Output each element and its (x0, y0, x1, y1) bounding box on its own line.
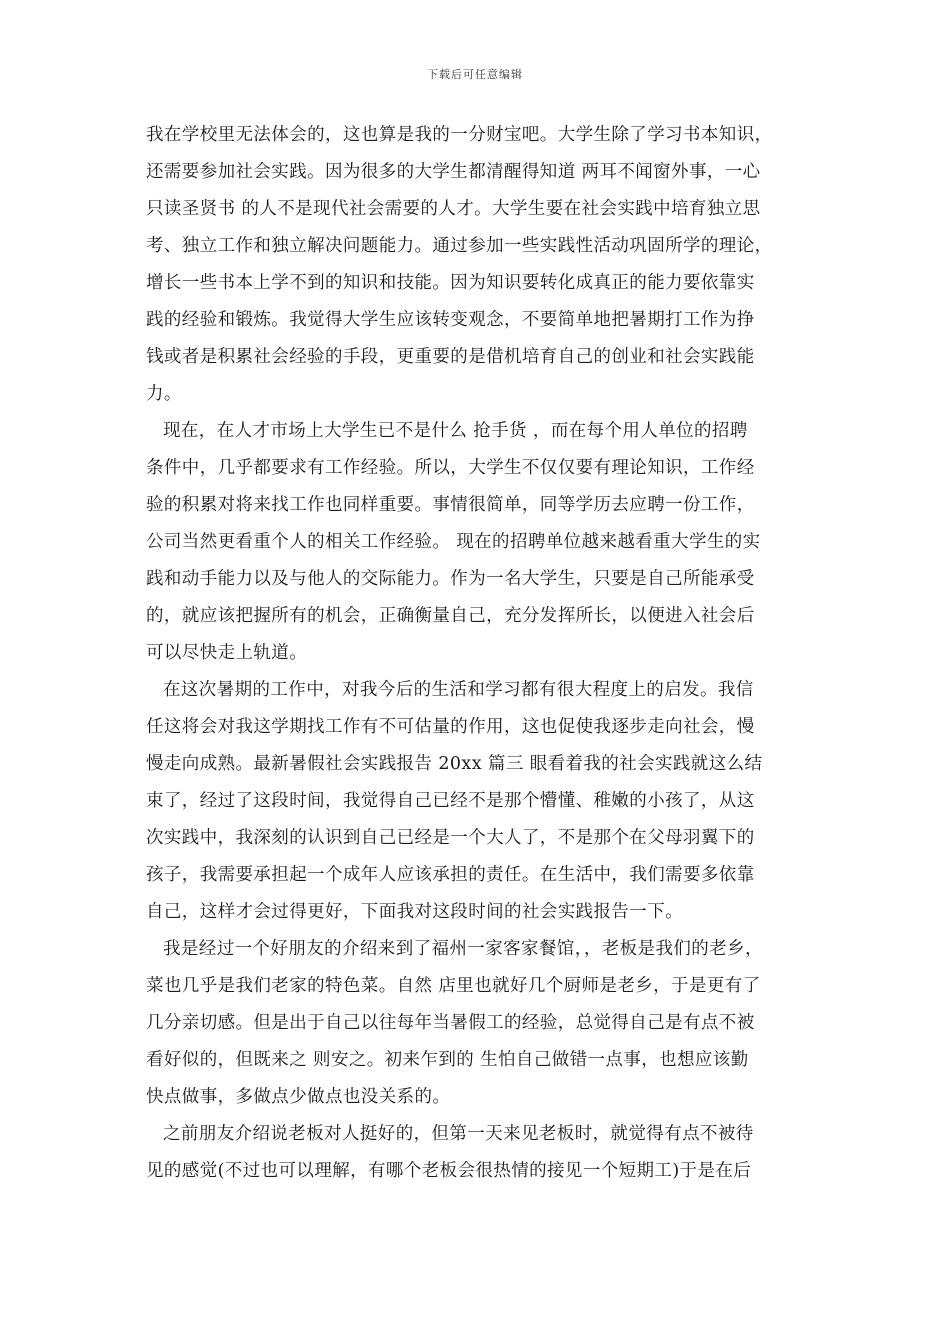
text-line: 条件中，几乎都要求有工作经验。所以，大学生不仅仅要有理论知识，工作经 (146, 458, 755, 478)
text-line: 菜也几乎是我们老家的特色菜。自然 店里也就好几个厨师是老乡，于是更有了 (146, 976, 761, 996)
text-line: 任这将会对我这学期找工作有不可估量的作用，这也促使我逐步走向社会，慢 (146, 717, 755, 737)
text-line: 慢走向成熟。最新暑假社会实践报告 20xx 篇三 眼看着我的社会实践就这么结 (146, 754, 763, 774)
text-line: 快点做事，多做点少做点也没关系的。 (146, 1087, 451, 1107)
text-line: 验的积累对将来找工作也同样重要。事情很简单，同等学历去应聘一份工作， (146, 495, 755, 515)
text-line: 我是经过一个好朋友的介绍来到了福州一家客家餐馆，，老板是我们的老乡， (163, 939, 763, 959)
text-line: 公司当然更看重个人的相关工作经验。 现在的招聘单位越来越看重大学生的实 (146, 532, 761, 552)
text-line: 践的经验和锻炼。我觉得大学生应该转变观念，不要简单地把暑期打工作为挣 (146, 310, 755, 330)
text-line: 的，就应该把握所有的机会，正确衡量自己，充分发挥所长，以便进入社会后 (146, 606, 755, 626)
text-line: 现在，在人才市场上大学生已不是什么 抢手货 ，而在每个用人单位的招聘 (163, 421, 748, 441)
text-line: 可以尽快走上轨道。 (146, 643, 308, 663)
text-line: 束了，经过了这段时间，我觉得自己已经不是那个懵懂、稚嫩的小孩了，从这 (146, 791, 755, 811)
text-line: 力。 (146, 384, 182, 404)
text-line: 几分亲切感。但是出于自己以往每年当暑假工的经验，总觉得自己是有点不被 (146, 1013, 755, 1033)
text-line: 钱或者是积累社会经验的手段，更重要的是借机培育自己的创业和社会实践能 (146, 347, 755, 367)
text-line: 孩子，我需要承担起一个成年人应该承担的责任。在生活中，我们需要多依靠 (146, 865, 755, 885)
text-line: 增长一些书本上学不到的知识和技能。因为知识要转化成真正的能力要依靠实 (146, 273, 755, 293)
text-line: 见的感觉(不过也可以理解，有哪个老板会很热情的接见一个短期工)于是在后 (146, 1161, 752, 1181)
text-line: 只读圣贤书 的人不是现代社会需要的人才。大学生要在社会实践中培育独立思 (146, 199, 761, 219)
text-line: 还需要参加社会实践。因为很多的大学生都清醒得知道 两耳不闻窗外事，一心 (146, 162, 761, 182)
document-body (146, 117, 810, 1190)
page-header-note: 下载后可任意编辑 (427, 68, 523, 81)
text-line: 之前朋友介绍说老板对人挺好的，但第一天来见老板时，就觉得有点不被待 (163, 1124, 754, 1144)
text-line: 次实践中，我深刻的认识到自己已经是一个大人了，不是那个在父母羽翼下的 (146, 828, 755, 848)
text-line: 践和动手能力以及与他人的交际能力。作为一名大学生，只要是自己所能承受 (146, 569, 755, 589)
text-line: 在这次暑期的工作中，对我今后的生活和学习都有很大程度上的启发。我信 (163, 680, 754, 700)
text-line: 自己，这样才会过得更好，下面我对这段时间的社会实践报告一下。 (146, 902, 683, 922)
text-line: 看好似的，但既来之 则安之。初来乍到的 生怕自己做错一点事，也想应该勤 (146, 1050, 749, 1070)
text-line: 考、独立工作和独立解决问题能力。通过参加一些实践性活动巩固所学的理论， (146, 236, 773, 256)
text-line: 我在学校里无法体会的，这也算是我的一分财宝吧。大学生除了学习书本知识， (146, 125, 773, 145)
